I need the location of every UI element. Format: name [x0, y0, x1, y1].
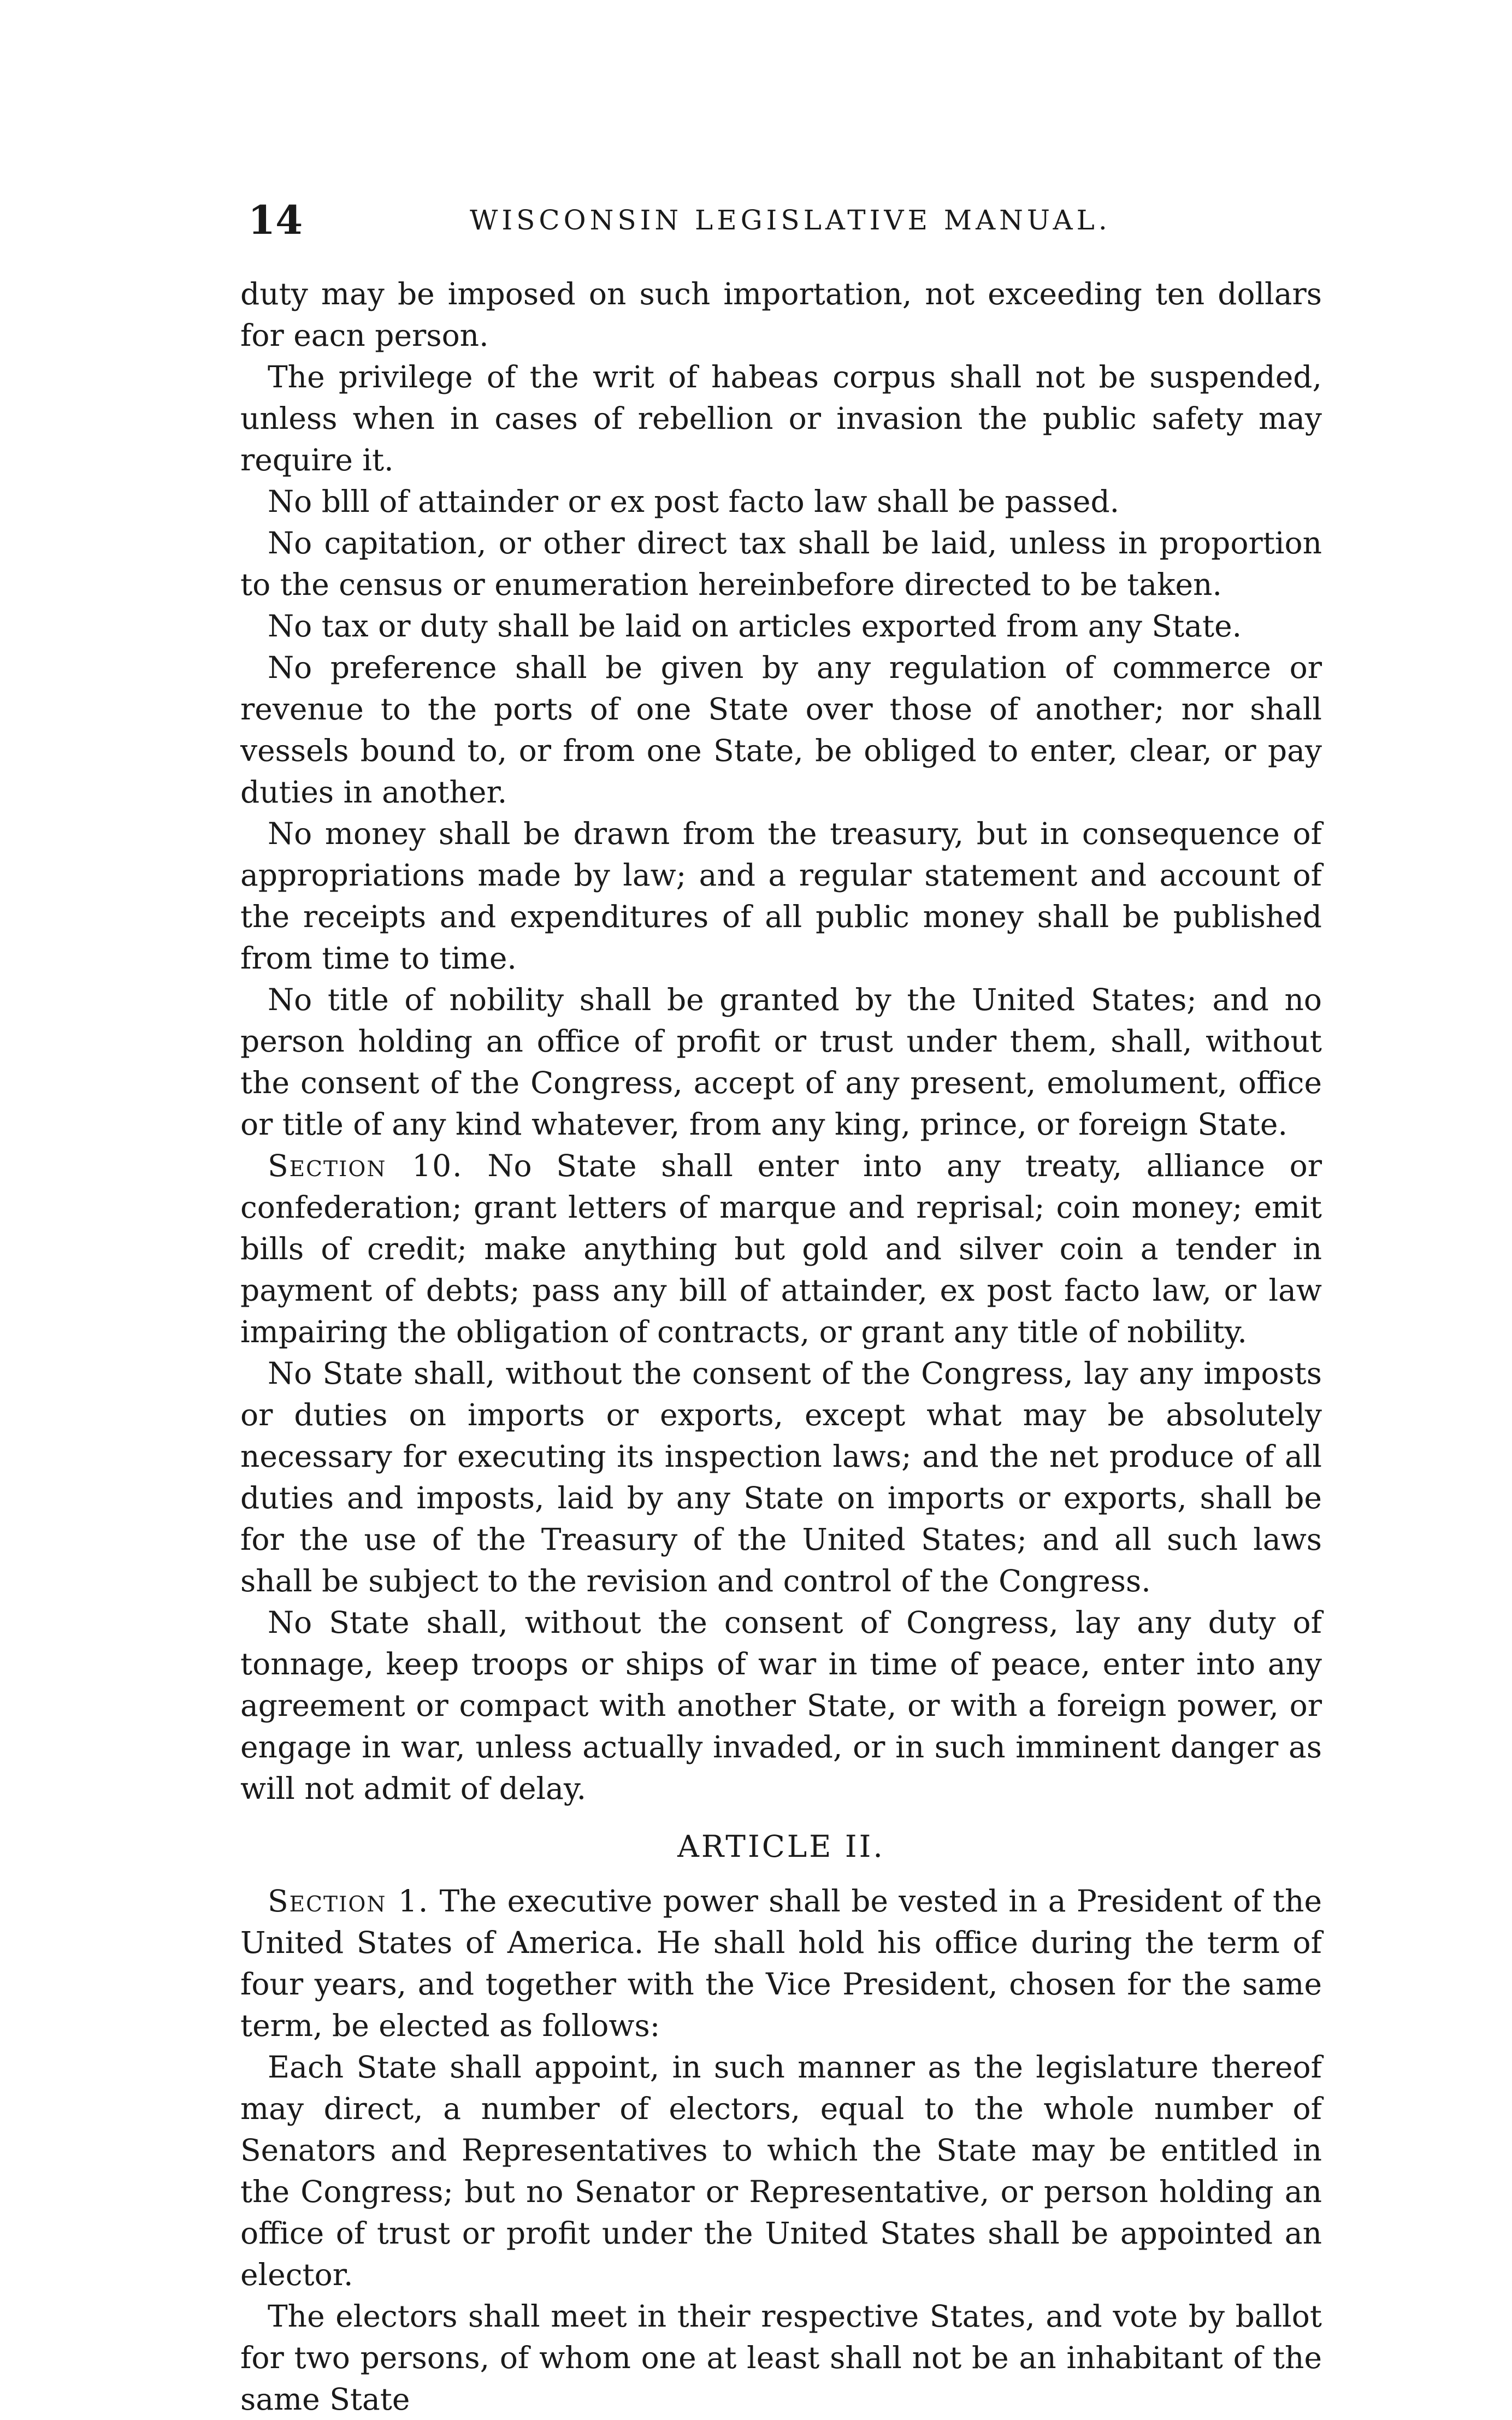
paragraph-electors-meeting: The electors shall meet in their respective States, and vote by ballot for two persons, of whom one at least shall not be an inhabitant of the same State: [240, 2299, 1322, 2417]
body-text: [240, 273, 1322, 2420]
paragraph-treasury: No money shall be drawn from the treasury, but in consequence of appropriations made by law; and a regular statement and account of the receipts and expenditures of all public money shall be published from time to time.: [240, 816, 1322, 976]
paragraph-section-1: [240, 1880, 1322, 2046]
paragraph-bill-of-attainder: No blll of attainder or ex post facto law shall be passed.: [268, 484, 1120, 519]
paragraph-imposts: No State shall, without the consent of the Congress, lay any imposts or duties on imports or exports, except what may be absolutely necessary for executing its inspection laws; and the net produce of all duties and imposts, laid by any State on imports or exports, shall be for the use of the Treasury of the United States; and all such laws shall be subject to the revision and control of the Congress.: [240, 1356, 1322, 1598]
paragraph-continuation: duty may be imposed on such importation, not exceeding ten dollars for eacn person.: [240, 276, 1322, 353]
paragraph-habeas-corpus: The privilege of the writ of habeas corpus shall not be suspended, unless when in cases of rebellion or invasion the public safety may require it.: [240, 359, 1322, 477]
paragraph-section-10: [240, 1145, 1322, 1353]
section-1-text: The executive power shall be vested in a President of the United States of America. He shall hold his office during the term of four years, and together with the Vice President, chosen for the same term, be elected as follows:: [240, 1884, 1322, 2043]
paragraph-nobility: No title of nobility shall be granted by the United States; and no person holding an office of profit or trust under them, shall, without the consent of the Congress, accept of any present, emolument, office or title of any kind whatever, from any king, prince, or foreign State.: [240, 982, 1322, 1142]
running-title: WISCONSIN LEGISLATIVE MANUAL.: [470, 204, 1111, 236]
paragraph-export-tax: No tax or duty shall be laid on articles exported from any State.: [268, 609, 1242, 644]
paragraph-capitation-tax: No capitation, or other direct tax shall be laid, unless in proportion to the census or enumeration hereinbefore directed to be taken.: [240, 526, 1322, 602]
page-number: 14: [248, 197, 303, 243]
section-10-label: Section 10.: [268, 1148, 463, 1183]
article-heading: ARTICLE II.: [677, 1829, 885, 1864]
section-10-text: No State shall enter into any treaty, alliance or confederation; grant letters of marque and reprisal; coin money; emit bills of credit; make anything but gold and silver coin a tender in payment of debts; pass any bill of attainder, ex post facto law, or law impairing the obligation of contracts, or grant any title of nobility.: [240, 1148, 1322, 1349]
section-1-label: Section 1.: [268, 1884, 429, 1919]
paragraph-preference: No preference shall be given by any regulation of commerce or revenue to the ports of one State over those of another; nor shall vessels bound to, or from one State, be obliged to enter, clear, or pay duties in another.: [240, 650, 1322, 810]
document-page: [240, 197, 1322, 2420]
paragraph-tonnage: No State shall, without the consent of Congress, lay any duty of tonnage, keep troops or ships of war in time of peace, enter into any agreement or compact with another State, or with a foreign power, or engage in war, unless actually invaded, or in such imminent danger as will not admit of delay.: [240, 1605, 1322, 1806]
running-header: [240, 197, 1322, 257]
paragraph-electors-appointment: Each State shall appoint, in such manner as the legislature thereof may direct, a number of electors, equal to the whole number of Senators and Representatives to which the State may be entitled in the Congress; but no Senator or Representative, or person holding an office of trust or profit under the United States shall be appointed an elector.: [240, 2050, 1322, 2292]
